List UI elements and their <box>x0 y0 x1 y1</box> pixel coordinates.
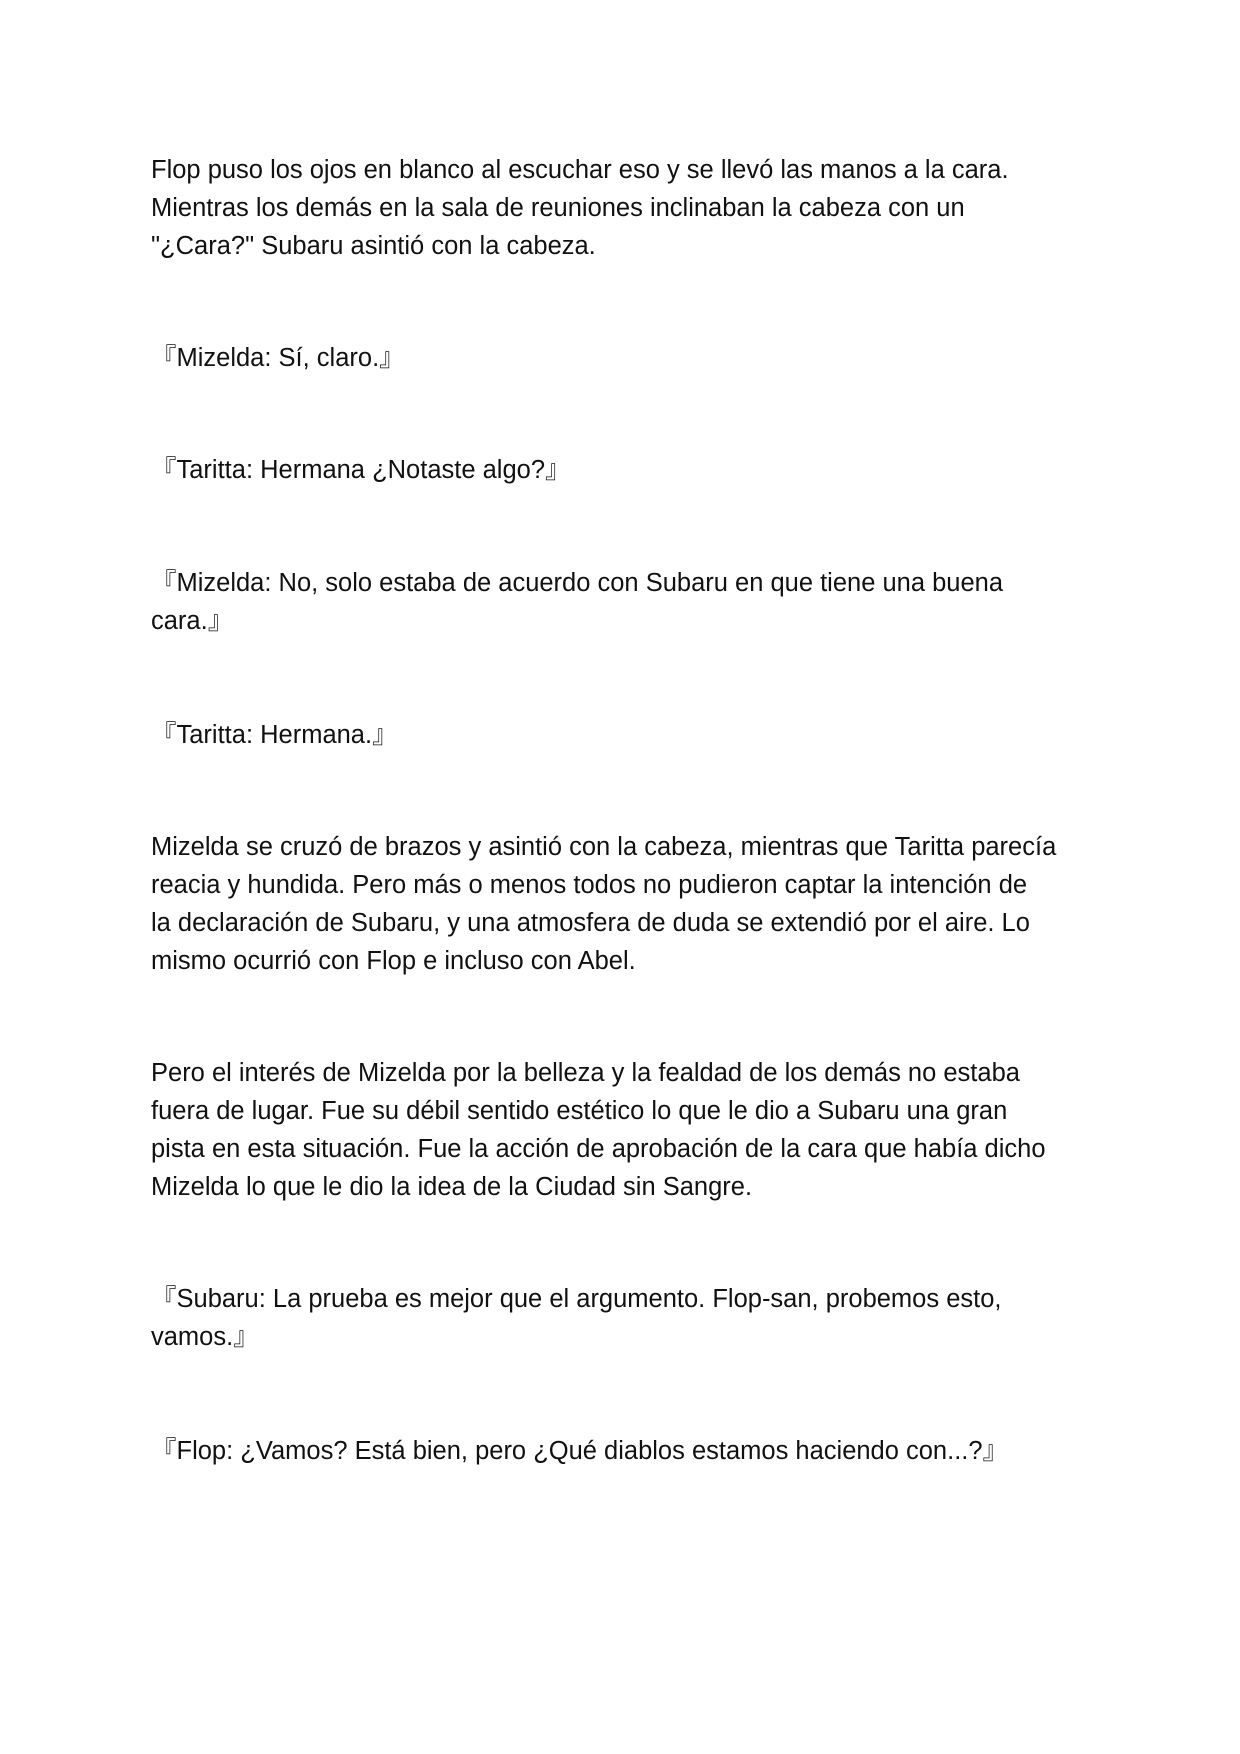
text-line: 『Mizelda: No, solo estaba de acuerdo con Subaru en que tiene una buena <box>151 569 1004 597</box>
text-line: 『Flop: ¿Vamos? Está bien, pero ¿Qué diablos estamos haciendo con...?』 <box>151 1437 1009 1465</box>
text-line: "¿Cara?" Subaru asintió con la cabeza. <box>151 232 596 260</box>
narration-paragraph-3 <box>151 1054 1111 1206</box>
text-line: Mizelda lo que le dio la idea de la Ciudad sin Sangre. <box>151 1173 753 1201</box>
narration-paragraph-1 <box>151 151 1111 265</box>
dialogue-mizelda-2 <box>151 564 1111 640</box>
text-line: reacia y hundida. Pero más o menos todos no pudieron captar la intención de <box>151 871 1028 899</box>
text-line: Pero el interés de Mizelda por la belleza y la fealdad de los demás no estaba <box>151 1059 1020 1087</box>
text-line: 『Subaru: La prueba es mejor que el argumento. Flop-san, probemos esto, <box>151 1285 1002 1313</box>
text-line: Flop puso los ojos en blanco al escuchar eso y se llevó las manos a la cara. <box>151 156 1009 184</box>
dialogue-flop-1 <box>151 1432 1111 1470</box>
text-line: 『Taritta: Hermana ¿Notaste algo?』 <box>151 456 571 484</box>
text-line: cara.』 <box>151 607 234 635</box>
dialogue-taritta-2 <box>151 716 1111 754</box>
text-line: Mientras los demás en la sala de reuniones inclinaban la cabeza con un <box>151 194 965 222</box>
text-line: fuera de lugar. Fue su débil sentido estético lo que le dio a Subaru una gran <box>151 1097 1008 1125</box>
text-line: mismo ocurrió con Flop e incluso con Abel. <box>151 947 636 975</box>
text-line: la declaración de Subaru, y una atmosfera de duda se extendió por el aire. Lo <box>151 909 1030 937</box>
narration-paragraph-2 <box>151 828 1111 980</box>
dialogue-subaru-1 <box>151 1280 1111 1356</box>
dialogue-taritta-1 <box>151 451 1111 489</box>
text-line: 『Mizelda: Sí, claro.』 <box>151 344 405 372</box>
dialogue-mizelda-1 <box>151 339 1111 377</box>
text-line: vamos.』 <box>151 1323 259 1351</box>
text-line: 『Taritta: Hermana.』 <box>151 721 398 749</box>
text-line: pista en esta situación. Fue la acción de aprobación de la cara que había dicho <box>151 1135 1046 1163</box>
text-line: Mizelda se cruzó de brazos y asintió con la cabeza, mientras que Taritta parecía <box>151 833 1057 861</box>
